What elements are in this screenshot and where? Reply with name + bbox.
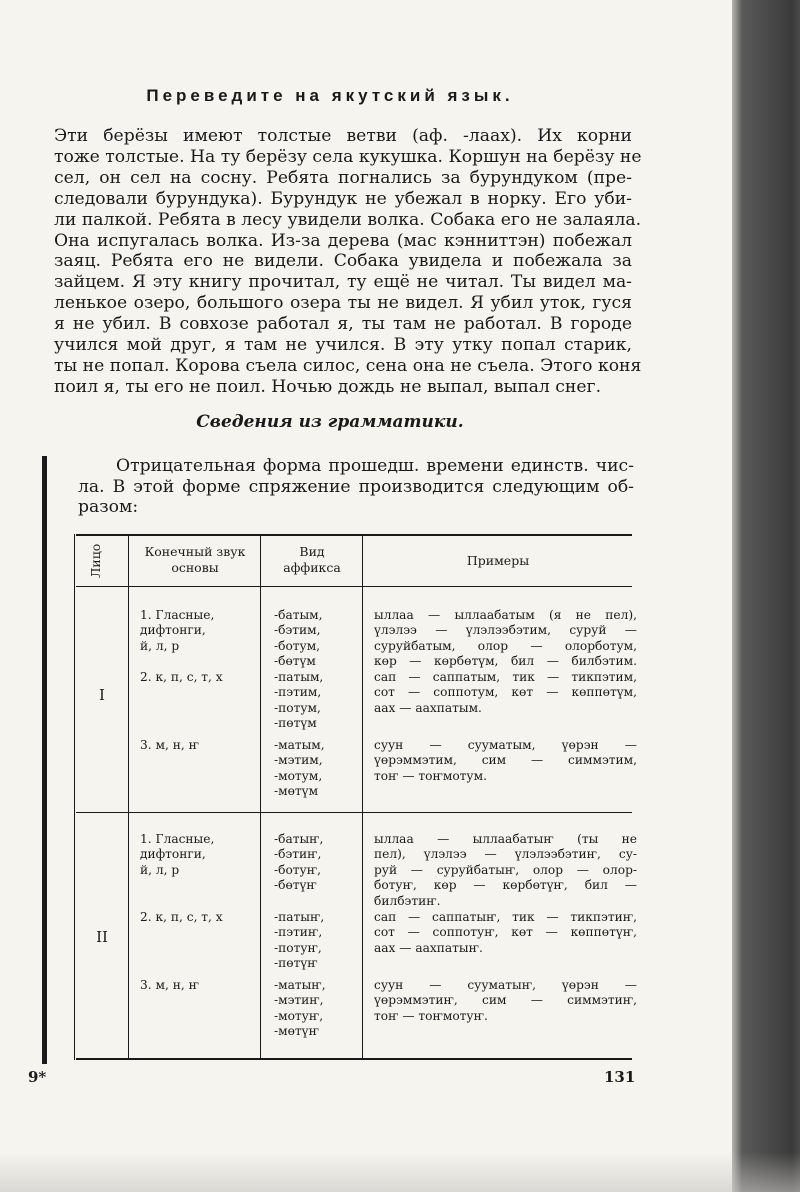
page-edge-shadow [732, 0, 800, 1192]
paragraph-line: Эти берёзы имеют толстые ветви (аф. -лаах). Их корни [54, 126, 632, 146]
example-line: ботуҥ, көр — көрбөтүҥ, бил — [374, 878, 637, 893]
paragraph-line: тоже толстые. На ту берёзу села кукушка. Коршун на берёзу не [54, 146, 642, 167]
paragraph-line: ты не попал. Корова съела силос, сена она не съела. Этого коня [54, 355, 642, 376]
sound-cell [140, 910, 223, 925]
affix: -патыҥ, [274, 910, 325, 924]
example-line: ыллаа — ыллаабатыҥ (ты не [374, 832, 637, 846]
affix: -ботум, [274, 638, 321, 653]
sound-line: 2. к, п, с, т, х [140, 910, 223, 924]
example-line: билбэтиҥ. [374, 893, 441, 908]
sound-cell [140, 832, 214, 878]
example-line: аах — аахпатыҥ. [374, 940, 483, 955]
affix: -бөтүҥ [274, 878, 317, 893]
header-affix-line: аффикса [283, 560, 341, 575]
affix: -мөтүҥ [274, 1024, 319, 1039]
sound-line: дифтонги, [140, 847, 206, 862]
signature-mark: 9* [28, 1068, 47, 1086]
table-bottom-rule [76, 1058, 632, 1060]
affix-cell [274, 738, 325, 800]
example-line: суун — сууматым, үөрэн — [374, 738, 637, 752]
affix: -пэтиҥ, [274, 925, 323, 940]
example-line: үөрэммэтиҥ, сим — симмэтиҥ, [374, 993, 637, 1008]
sound-line: 2. к, п, с, т, х [140, 670, 223, 684]
example-line: руй — суруйбатыҥ, олор — олор- [374, 862, 637, 877]
header-affix-line: Вид [299, 544, 325, 559]
conjugation-table [76, 534, 637, 1060]
example-line: сап — саппатыҥ, тик — тикпэтиҥ, [374, 910, 637, 924]
affix: -пэтим, [274, 685, 322, 700]
paragraph-line: ленькое озеро, большого озера ты не видел. Я убил уток, гуся [54, 293, 632, 314]
affix: -ботуҥ, [274, 862, 321, 877]
affix: -батым, [274, 608, 323, 622]
sound-cell [140, 738, 199, 753]
affix-cell [274, 608, 323, 670]
paragraph-line: поил я, ты его не поил. Ночью дождь не выпал, выпал снег. [54, 376, 602, 397]
affix: -мотуҥ, [274, 1008, 324, 1023]
example-line: сап — саппатым, тик — тикпэтим, [374, 670, 637, 684]
grammar-subheading: Сведения из грамматики. [196, 412, 464, 432]
sound-line: 1. Гласные, [140, 832, 215, 846]
sound-line: й, л, р [140, 638, 180, 653]
sound-line: 1. Гласные, [140, 608, 215, 622]
header-ending-line: основы [171, 560, 219, 575]
intro-line: ла. В этой форме спряжение производится следующим об- [78, 476, 634, 497]
table-row-divider [76, 812, 632, 813]
affix: -бэтиҥ, [274, 847, 322, 862]
header-affix [262, 544, 362, 576]
grammar-intro [78, 456, 634, 518]
example-line: пел), үлэлээ — үлэлээбэтиҥ, су- [374, 847, 637, 862]
example-line: тоҥ — тоҥмотуҥ. [374, 1008, 488, 1023]
sound-cell [140, 608, 214, 654]
example-line: тоҥ — тоҥмотум. [374, 768, 487, 783]
table-left-border [74, 534, 75, 1060]
header-person: Лицо [88, 543, 103, 578]
affix-cell [274, 832, 323, 894]
affix: -потум, [274, 700, 321, 715]
affix-cell [274, 910, 324, 972]
table-header-rule [76, 586, 632, 587]
page-bottom-shadow [0, 1152, 800, 1192]
intro-line: разом: [78, 497, 139, 517]
person-label: I [99, 686, 105, 704]
examples-cell [374, 738, 637, 784]
affix: -потуҥ, [274, 940, 322, 955]
examples-cell [374, 978, 637, 1024]
affix: -мэтиҥ, [274, 993, 324, 1008]
example-line: көр — көрбөтүм, бил — билбэтим. [374, 654, 637, 669]
affix: -батыҥ, [274, 832, 324, 846]
sound-line: 3. м, н, ҥ [140, 738, 199, 752]
affix: -матыҥ, [274, 978, 326, 992]
example-line: суун — сууматыҥ, үөрэн — [374, 978, 637, 992]
paragraph-line: Она испугалась волка. Из-за дерева (мас кэнниттэн) побежал [54, 230, 632, 251]
examples-cell [374, 832, 637, 909]
paragraph-line: ли палкой. Ребята в лесу увидели волка. Собака его не залаяла. [54, 209, 642, 230]
header-ending [132, 544, 258, 576]
example-line: үлэлээ — үлэлээбэтим, суруй — [374, 623, 637, 638]
examples-cell [374, 670, 637, 716]
affix: -мөтүм [274, 784, 319, 799]
table-col-divider [260, 534, 261, 1060]
table-col-divider [362, 534, 363, 1060]
example-line: суруйбатым, олор — олорботум, [374, 638, 637, 653]
paragraph-line: зайцем. Я эту книгу прочитал, ту ещё не читал. Ты видел ма- [54, 272, 632, 293]
affix: -пөтүҥ [274, 956, 318, 971]
table-col-divider [128, 534, 129, 1060]
sound-line: дифтонги, [140, 623, 206, 638]
affix-cell [274, 978, 326, 1040]
affix: -матым, [274, 738, 325, 752]
example-line: сот — соппотуҥ, көт — көппөтүҥ, [374, 925, 637, 940]
header-examples: Примеры [466, 553, 530, 568]
example-line: аах — аахпатым. [374, 700, 482, 715]
section-heading: Переведите на якутский язык. [146, 86, 514, 105]
affix: -мэтим, [274, 753, 323, 768]
example-line: сот — соппотум, көт — көппөтүм, [374, 685, 637, 700]
paragraph-line: учился мой друг, я там не учился. В эту утку попал старик, [54, 335, 632, 356]
table-top-rule [76, 534, 632, 536]
sound-line: 3. м, н, ҥ [140, 978, 199, 992]
affix: -пөтүм [274, 716, 317, 731]
paragraph-line: я не убил. В совхозе работал я, ты там не работал. В городе [54, 314, 632, 335]
paragraph-line: сел, он сел на сосну. Ребята погнались за бурундуком (пре- [54, 167, 632, 188]
sound-cell [140, 670, 223, 685]
paragraph-line: заяц. Ребята его не видели. Собака увидела и побежала за [54, 251, 632, 272]
affix: -бэтим, [274, 623, 321, 638]
intro-line: Отрицательная форма прошедш. времени единств. чис- [116, 456, 634, 476]
header-ending-line: Конечный звук [144, 544, 246, 559]
sound-line: й, л, р [140, 862, 180, 877]
affix: -бөтүм [274, 654, 316, 669]
page-number: 131 [604, 1068, 636, 1086]
paragraph-line: следовали бурундука). Бурундук не убежал в норку. Его уби- [54, 188, 632, 209]
examples-cell [374, 608, 637, 670]
affix: -мотум, [274, 768, 323, 783]
examples-cell [374, 910, 637, 956]
example-line: ыллаа — ыллаабатым (я не пел), [374, 608, 637, 622]
affix: -патым, [274, 670, 324, 684]
example-line: үөрэммэтим, сим — симмэтим, [374, 753, 637, 768]
margin-rule [42, 456, 47, 1064]
sound-cell [140, 978, 199, 993]
person-label: II [96, 928, 108, 946]
affix-cell [274, 670, 323, 732]
translation-paragraph [54, 126, 642, 398]
